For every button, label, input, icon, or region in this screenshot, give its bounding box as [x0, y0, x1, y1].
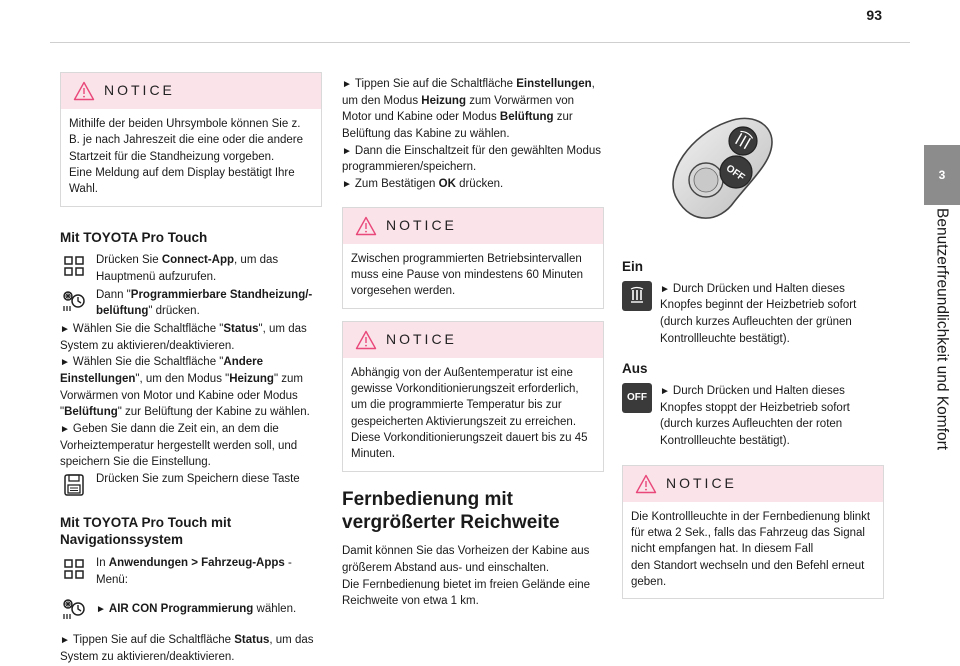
off-text: ► Durch Drücken und Halten dieses Knopfes stoppt der Heizbetrieb sofort (durch kurzes Aufleuchten der roten Kontrollleuchte bestätigt).	[660, 384, 850, 447]
remote-text: Damit können Sie das Vorheizen der Kabine aus größerem Abstand aus- und einschalten.	[342, 545, 590, 574]
climate-clock-icon	[61, 596, 87, 622]
instruction-text: Drücken Sie zum Speichern diese Taste	[96, 472, 300, 485]
notice-title: NOTICE	[386, 331, 457, 348]
step-confirm: ► Zum Bestätigen OK drücken.	[342, 178, 504, 191]
apps-grid-icon	[61, 556, 87, 582]
section-heading: Fernbedienung mit vergrößerter Reichweite	[342, 488, 560, 534]
chapter-title: Benutzerfreundlichkeit und Komfort	[933, 208, 951, 451]
fob-off-label: OFF	[723, 162, 747, 184]
heater-seat-icon	[622, 281, 652, 311]
notice-body	[61, 109, 321, 206]
notice-title: NOTICE	[104, 82, 175, 99]
step-settings: ► Wählen Sie die Schaltfläche "Andere Einstellungen", um den Modus "Heizung" zum Vorwärmen von Motor und Kabine oder Modus "Belüftung" zur Belüftung der Kabine zu wählen.	[60, 356, 310, 419]
notice-header	[61, 73, 321, 109]
climate-clock-icon	[61, 288, 87, 314]
notice-title: NOTICE	[666, 474, 737, 491]
on-text: ► Durch Drücken und Halten dieses Knopfes beginnt der Heizbetrieb sofort (durch kurzes Aufleuchten der grünen Kontrollleuchte bestätigt).	[660, 282, 857, 345]
step-status: ► Wählen Sie die Schaltfläche "Status", um das System zu aktivieren/deaktivieren.	[60, 322, 307, 352]
warning-triangle-icon	[355, 330, 377, 350]
off-instruction	[622, 383, 884, 450]
step-program: ► Dann die Einschaltzeit für den gewählten Modus programmieren/speichern.	[342, 144, 602, 174]
on-heading: Ein	[622, 259, 644, 274]
column-right	[622, 96, 884, 599]
chapter-tab[interactable]: 3	[924, 145, 960, 205]
notice-title: NOTICE	[386, 217, 457, 234]
notice-box	[342, 207, 604, 309]
notice-header	[343, 322, 603, 358]
on-instruction	[622, 281, 884, 348]
step-settings: ► Tippen Sie auf die Schaltfläche Einstellungen, um den Modus Heizung zum Vorwärmen von Motor und Kabine oder Modus Belüftung zur Belüftung das Kabine zu wählen.	[342, 78, 595, 141]
remote-fob-illustration	[622, 104, 884, 244]
instruction-row	[60, 595, 322, 623]
remote-text: Die Fernbedienung bietet im freien Gelände eine Reichweite von etwa 1 km.	[342, 578, 591, 608]
warning-triangle-icon	[73, 81, 95, 101]
instruction-row	[60, 471, 322, 499]
warning-triangle-icon	[355, 216, 377, 236]
instruction-text: ► AIR CON Programmierung wählen.	[96, 603, 297, 616]
notice-box	[622, 465, 884, 600]
warning-triangle-icon	[635, 474, 657, 494]
instruction-row	[60, 555, 322, 588]
instruction-text: Dann "Programmierbare Standheizung/-belüftung" drücken.	[96, 288, 313, 318]
top-rule	[50, 42, 910, 43]
section-heading: Mit TOYOTA Pro Touch mit Navigationssystem	[60, 514, 232, 548]
instruction-text: Drücken Sie Connect-App, um das Hauptmenü aufzurufen.	[96, 254, 279, 283]
notice-box	[342, 321, 604, 472]
step-time: ► Geben Sie dann die Zeit ein, an dem die Vorheiztemperatur hergestellt werden soll, und speichern Sie die Einstellung.	[60, 422, 298, 469]
off-icon: OFF	[622, 383, 652, 413]
apps-grid-icon	[61, 253, 87, 279]
notice-body: Abhängig von der Außentemperatur ist eine gewisse Vorkonditionierungszeit erforderlich, um die programmierte Temperatur bis zur gespeicherten Aktivierungszeit zu erreichen. Diese Vorkonditionierungszeit dauert bis zu 45 Minuten.	[351, 366, 588, 461]
instruction-text: In Anwendungen > Fahrzeug-Apps -Menü:	[96, 557, 292, 586]
instruction-row	[60, 287, 322, 320]
notice-body: Die Kontrollleuchte in der Fernbedienung blinkt für etwa 2 Sek., falls das Fahrzeug das Signal nicht empfangen hat. In diesem Fall den Standort wechseln und den Befehl erneut geben.	[631, 510, 871, 588]
page-number: 93	[866, 7, 882, 23]
remote-fob-image	[622, 104, 884, 244]
notice-header	[343, 208, 603, 244]
column-middle	[342, 76, 604, 610]
notice-header	[623, 466, 883, 502]
step-status: ► Tippen Sie auf die Schaltfläche Status, um das System zu aktivieren/deaktivieren.	[60, 634, 314, 664]
instruction-row	[60, 252, 322, 285]
notice-box	[60, 72, 322, 207]
notice-text: Mithilfe der beiden Uhrsymbole können Sie z. B. je nach Jahreszeit die eine oder die andere Startzeit für die Standheizung vorgeben.	[69, 118, 303, 163]
notice-body: Zwischen programmierten Betriebsintervallen muss eine Pause von mindestens 60 Minuten vorgesehen werden.	[351, 252, 584, 298]
notice-text: Eine Meldung auf dem Display bestätigt Ihre Wahl.	[69, 166, 295, 196]
section-heading: Mit TOYOTA Pro Touch	[60, 229, 208, 245]
save-icon	[61, 472, 87, 498]
column-left	[60, 72, 322, 666]
off-heading: Aus	[622, 361, 648, 377]
